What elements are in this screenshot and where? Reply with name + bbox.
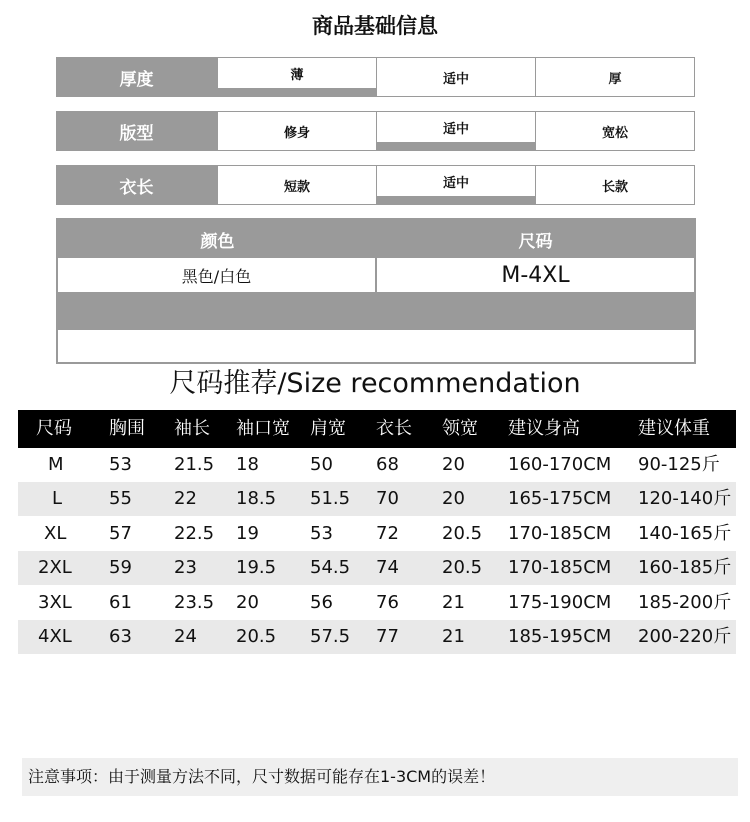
cell-cuff: 18 — [236, 454, 259, 475]
table-row — [18, 517, 736, 551]
cell-weight: 200-220斤 — [638, 626, 732, 647]
cell-neck: 20.5 — [442, 557, 483, 578]
cell-length: 72 — [376, 523, 399, 544]
page-title: 商品基础信息 — [312, 14, 438, 38]
cell-sleeve: 22.5 — [174, 523, 215, 544]
cell-size: 4XL — [38, 626, 72, 647]
col-chest: 胸围 — [109, 418, 145, 439]
table-row — [18, 448, 736, 482]
cell-chest: 57 — [109, 523, 132, 544]
cell-neck: 21 — [442, 626, 465, 647]
attr-option-thin: 薄 — [217, 57, 377, 97]
cell-weight: 140-165斤 — [638, 523, 732, 544]
attr-option-medium-thickness: 适中 — [376, 57, 536, 97]
table-row — [18, 586, 736, 620]
cell-chest: 61 — [109, 592, 132, 613]
size-header: 尺码 — [377, 220, 694, 258]
cell-chest: 59 — [109, 557, 132, 578]
attr-option-long: 长款 — [535, 165, 695, 205]
size-table-header — [18, 410, 736, 448]
cell-sleeve: 21.5 — [174, 454, 215, 475]
cell-neck: 20.5 — [442, 523, 483, 544]
cell-weight: 185-200斤 — [638, 592, 732, 613]
cell-neck: 21 — [442, 592, 465, 613]
cell-shoulder: 56 — [310, 592, 333, 613]
cell-sleeve: 23.5 — [174, 592, 215, 613]
table-row — [18, 620, 736, 654]
color-size-panel — [56, 218, 696, 364]
col-sleeve-length: 袖长 — [174, 418, 210, 439]
cell-length: 76 — [376, 592, 399, 613]
col-size: 尺码 — [36, 418, 72, 439]
table-row — [18, 482, 736, 516]
size-value: M-4XL — [377, 258, 694, 292]
col-height: 建议身高 — [508, 418, 580, 439]
attr-option-thick: 厚 — [535, 57, 695, 97]
cell-size: L — [52, 488, 63, 509]
color-header: 颜色 — [58, 220, 377, 258]
attr-option-loose: 宽松 — [535, 111, 695, 151]
cell-cuff: 19 — [236, 523, 259, 544]
cell-height: 175-190CM — [508, 592, 612, 613]
attr-option-slim: 修身 — [217, 111, 377, 151]
cell-cuff: 20.5 — [236, 626, 277, 647]
attr-label-thickness: 厚度 — [56, 57, 217, 97]
cell-weight: 120-140斤 — [638, 488, 732, 509]
cell-neck: 20 — [442, 488, 465, 509]
attr-label-length: 衣长 — [56, 165, 217, 205]
cell-shoulder: 51.5 — [310, 488, 351, 509]
cell-size: 3XL — [38, 592, 72, 613]
cell-sleeve: 24 — [174, 626, 197, 647]
measurement-note: 注意事项：由于测量方法不同，尺寸数据可能存在1-3CM的误差！ — [22, 758, 738, 796]
cell-length: 77 — [376, 626, 399, 647]
col-neck-width: 领宽 — [442, 418, 478, 439]
col-shoulder: 肩宽 — [310, 418, 346, 439]
cell-chest: 53 — [109, 454, 132, 475]
cell-shoulder: 54.5 — [310, 557, 351, 578]
cell-size: M — [48, 454, 64, 475]
cell-neck: 20 — [442, 454, 465, 475]
cell-height: 170-185CM — [508, 557, 612, 578]
cell-sleeve: 23 — [174, 557, 197, 578]
col-cuff-width: 袖口宽 — [236, 418, 290, 439]
cell-size: XL — [44, 523, 67, 544]
size-chart-title: 尺码推荐/Size recommendation — [169, 368, 581, 399]
empty-gray-band — [58, 292, 694, 330]
cell-shoulder: 50 — [310, 454, 333, 475]
col-body-length: 衣长 — [376, 418, 412, 439]
cell-size: 2XL — [38, 557, 72, 578]
cell-weight: 160-185斤 — [638, 557, 732, 578]
color-value: 黑色/白色 — [58, 258, 377, 292]
cell-length: 74 — [376, 557, 399, 578]
attr-option-regular-fit: 适中 — [376, 111, 536, 151]
table-row — [18, 551, 736, 585]
cell-height: 185-195CM — [508, 626, 612, 647]
col-weight: 建议体重 — [638, 418, 710, 439]
cell-sleeve: 22 — [174, 488, 197, 509]
attr-option-regular-length: 适中 — [376, 165, 536, 205]
cell-height: 165-175CM — [508, 488, 612, 509]
attr-option-short: 短款 — [217, 165, 377, 205]
cell-cuff: 18.5 — [236, 488, 277, 509]
cell-length: 70 — [376, 488, 399, 509]
cell-height: 160-170CM — [508, 454, 612, 475]
cell-cuff: 20 — [236, 592, 259, 613]
cell-chest: 55 — [109, 488, 132, 509]
attr-label-fit: 版型 — [56, 111, 217, 151]
cell-cuff: 19.5 — [236, 557, 277, 578]
cell-weight: 90-125斤 — [638, 454, 720, 475]
cell-shoulder: 57.5 — [310, 626, 351, 647]
cell-length: 68 — [376, 454, 399, 475]
cell-shoulder: 53 — [310, 523, 333, 544]
cell-chest: 63 — [109, 626, 132, 647]
cell-height: 170-185CM — [508, 523, 612, 544]
